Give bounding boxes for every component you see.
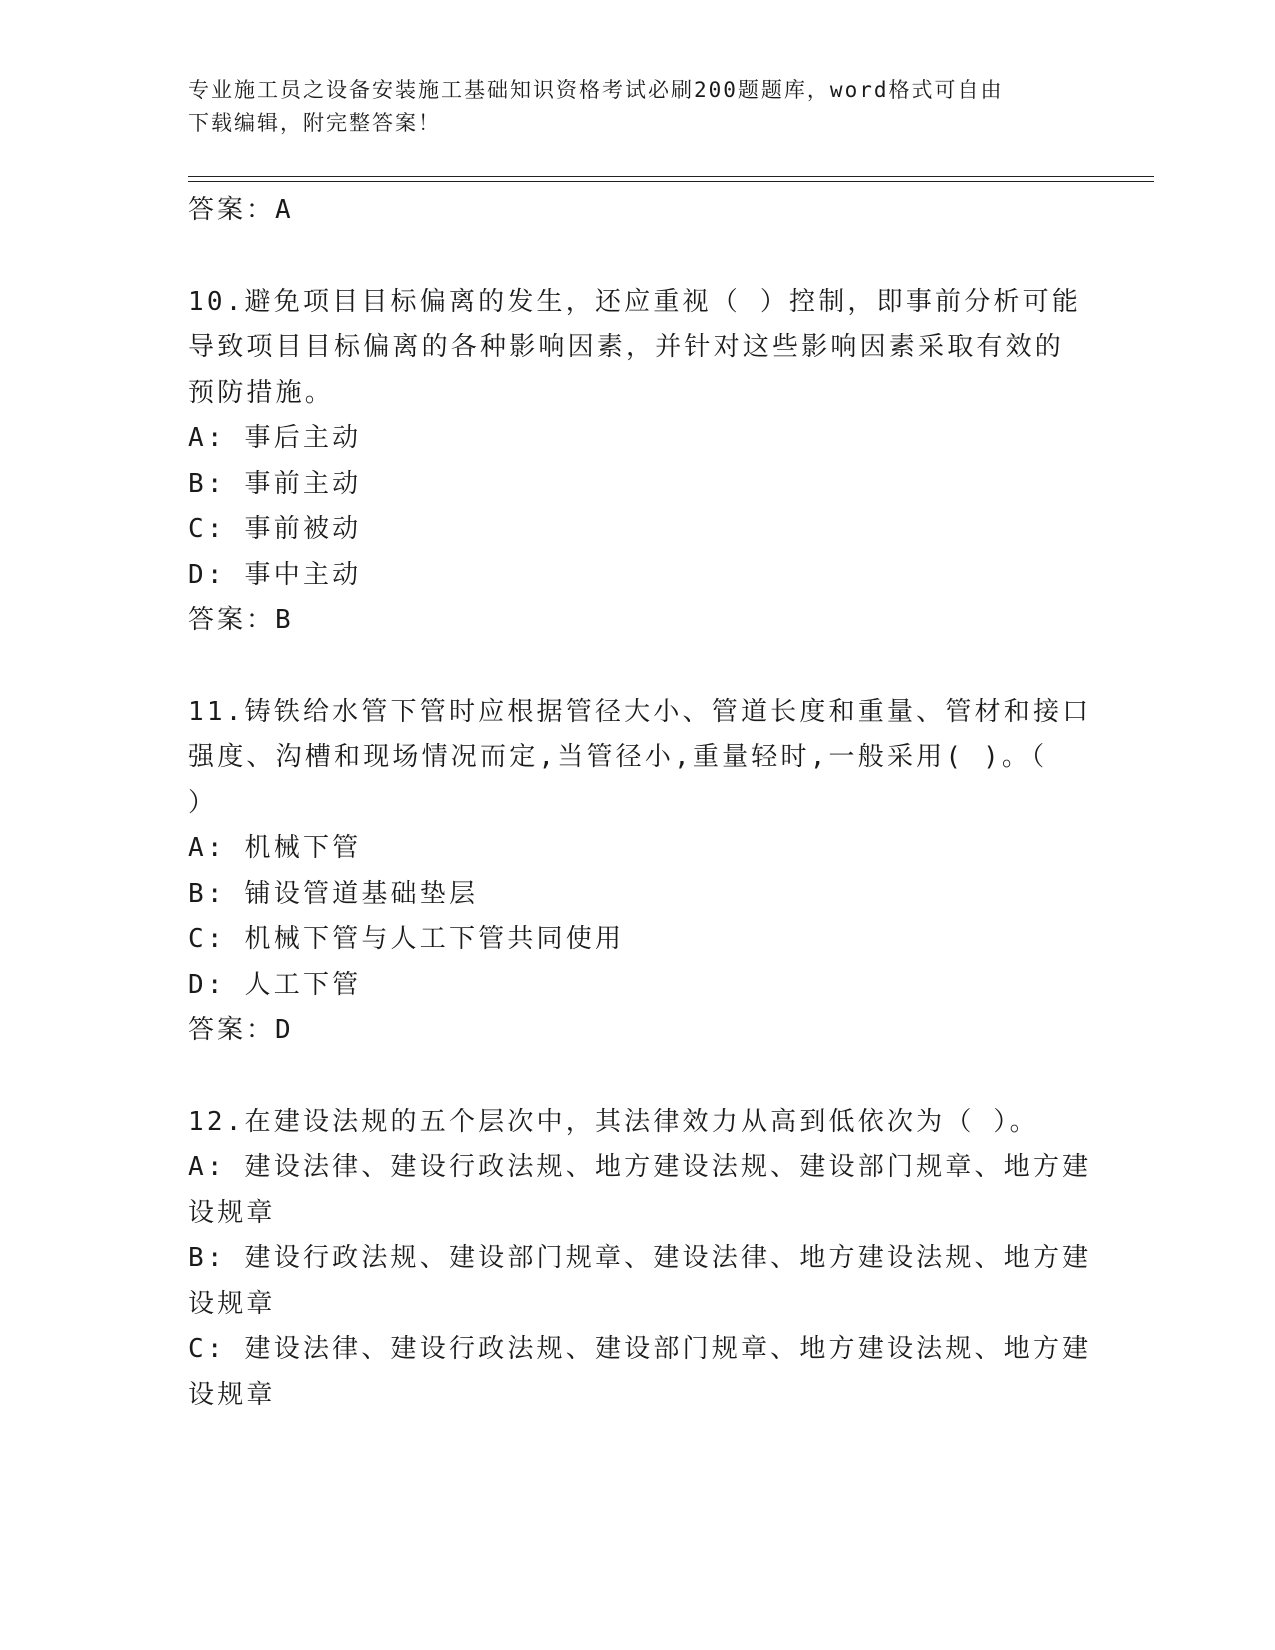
option-text-line: D: 事中主动	[188, 559, 362, 590]
answer-option	[188, 1236, 1092, 1327]
questions-container	[188, 280, 1092, 1419]
answer-option	[188, 917, 1078, 963]
option-text-line: A: 事后主动	[188, 423, 362, 453]
option-text-line: A: 机械下管	[188, 833, 362, 863]
document-header	[188, 74, 1088, 140]
option-text-line: A: 建设法律、建设行政法规、地方建设法规、建设部门规章、地方建	[188, 1152, 1092, 1182]
answer-option	[188, 1145, 1092, 1236]
option-text-line: 设规章	[188, 1197, 276, 1228]
answer-option	[188, 872, 1078, 918]
question-stem-line: 12.在建设法规的五个层次中，其法律效力从高到低依次为（ ）。	[188, 1106, 1039, 1137]
spacer	[188, 1054, 1078, 1100]
question-stem-line: 10.避免项目目标偏离的发生，还应重视（ ）控制，即事前分析可能	[188, 286, 1082, 317]
answer-option	[188, 462, 1078, 508]
previous-answer: 答案：A	[188, 195, 294, 225]
option-text-line: B: 建设行政法规、建设部门规章、建设法律、地方建设法规、地方建	[188, 1243, 1092, 1273]
question-stem-line: 强度、沟槽和现场情况而定,当管径小,重量轻时,一般采用( )。（	[188, 742, 1048, 772]
option-text-line: D: 人工下管	[188, 969, 362, 1000]
question-list	[188, 188, 1092, 1418]
spacer	[188, 234, 1078, 280]
answer-option	[188, 416, 1078, 462]
question-block	[188, 280, 1082, 690]
answer-option	[188, 963, 1078, 1009]
question-block	[188, 1100, 1092, 1419]
option-text-line: C: 事前被动	[188, 514, 362, 544]
header-divider	[188, 181, 1154, 182]
answer-key: 答案：D	[188, 1015, 294, 1045]
option-text-line: B: 事前主动	[188, 468, 362, 499]
question-stem-line: ）	[188, 787, 218, 818]
question-stem-line: 导致项目目标偏离的各种影响因素，并针对这些影响因素采取有效的	[188, 332, 1065, 362]
option-text-line: C: 机械下管与人工下管共同使用	[188, 924, 625, 954]
question-block	[188, 690, 1092, 1100]
header-line: 专业施工员之设备安装施工基础知识资格考试必刷200题题库，word格式可自由	[188, 78, 1004, 102]
spacer	[188, 644, 1078, 690]
option-text-line: C: 建设法律、建设行政法规、建设部门规章、地方建设法规、地方建	[188, 1334, 1092, 1364]
answer-option	[188, 826, 1078, 872]
option-text-line: 设规章	[188, 1288, 276, 1319]
option-text-line: B: 铺设管道基础垫层	[188, 878, 479, 909]
header-line: 下载编辑，附完整答案！	[188, 111, 441, 135]
answer-option	[188, 553, 1078, 599]
question-stem-line: 11.铸铁给水管下管时应根据管径大小、管道长度和重量、管材和接口	[188, 696, 1092, 727]
answer-option	[188, 507, 1078, 553]
option-text-line: 设规章	[188, 1379, 276, 1410]
answer-key: 答案：B	[188, 605, 294, 635]
header-divider	[188, 176, 1154, 177]
question-stem-line: 预防措施。	[188, 377, 335, 408]
answer-option	[188, 1327, 1092, 1418]
